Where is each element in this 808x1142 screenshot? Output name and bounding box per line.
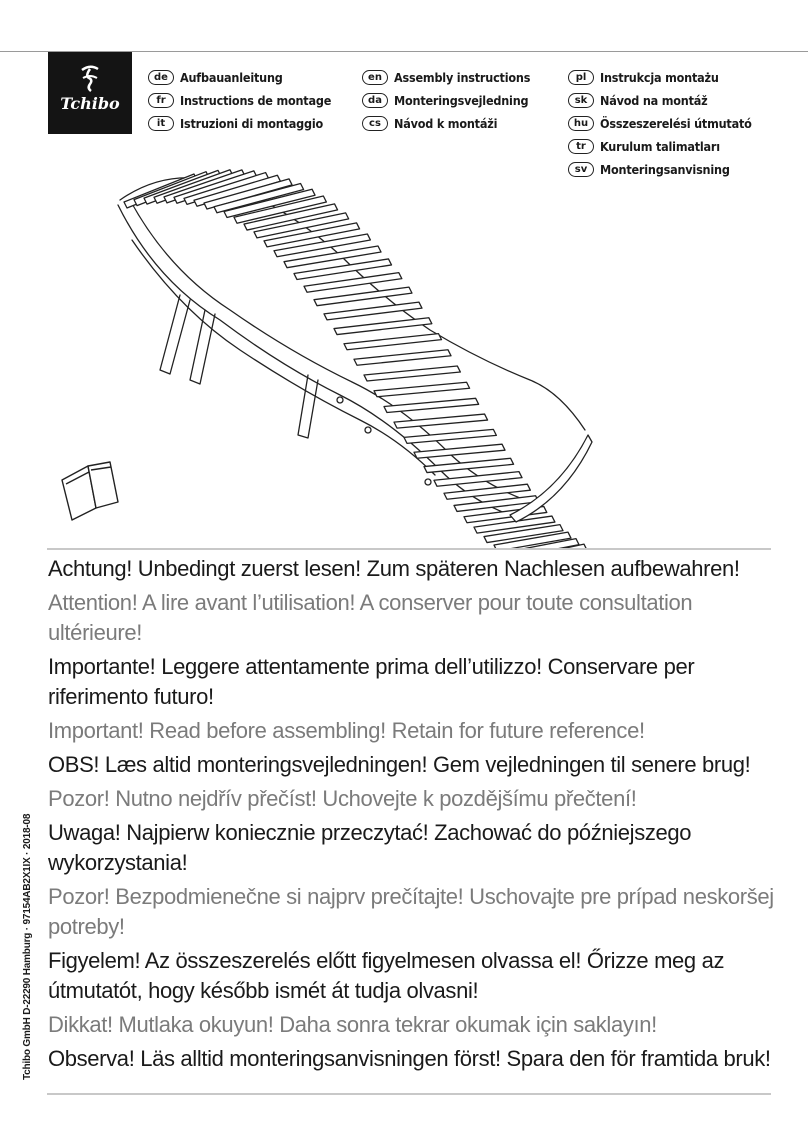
- warning-sv: Observa! Läs alltid monteringsanvisningen först! Spara den för framtida bruk!: [48, 1046, 771, 1071]
- language-row: [568, 66, 752, 89]
- brand-logo: [48, 52, 132, 134]
- warning-sk: Pozor! Bezpodmienečne si najprv prečítajte! Uschovajte pre prípad neskoršej potreby!: [48, 884, 774, 939]
- slat: [404, 429, 496, 443]
- slat: [324, 302, 422, 320]
- warning-cs: Pozor! Nutno nejdřív přečíst! Uchovejte k pozdějšímu přečtení!: [48, 786, 637, 811]
- language-title: Instrukcja montażu: [600, 70, 719, 85]
- slat: [374, 382, 470, 397]
- warning-en: Important! Read before assembling! Retain for future reference!: [48, 718, 645, 743]
- language-code-badge: da: [362, 93, 388, 108]
- warning-de: Achtung! Unbedingt zuerst lesen! Zum späteren Nachlesen aufbewahren!: [48, 556, 740, 581]
- warning-tr: Dikkat! Mutlaka okuyun! Daha sonra tekrar okumak için saklayın!: [48, 1012, 657, 1037]
- language-title: Összeszerelési útmutató: [600, 116, 752, 131]
- open-book-icon: [58, 460, 122, 522]
- slat: [384, 398, 479, 412]
- slat: [354, 350, 451, 365]
- language-row: [568, 89, 752, 112]
- language-code-badge: fr: [148, 93, 174, 108]
- warning-da: OBS! Læs altid monteringsvejledningen! Gem vejledningen til senere brug!: [48, 752, 751, 777]
- warning-it: Importante! Leggere attentamente prima dell’utilizzo! Conservare per riferimento futuro!: [48, 654, 695, 709]
- read-first-warnings: [48, 554, 778, 1078]
- language-title: Aufbauanleitung: [180, 70, 283, 85]
- slat: [364, 366, 460, 381]
- language-title: Instructions de montage: [180, 93, 332, 108]
- warning-fr: Attention! A lire avant l’utilisation! A conserver pour toute consultation ultérieure!: [48, 590, 693, 645]
- language-code-badge: sv: [568, 162, 594, 177]
- language-title: Assembly instructions: [394, 70, 531, 85]
- language-code-badge: hu: [568, 116, 594, 131]
- language-row: [148, 66, 331, 89]
- language-code-badge: it: [148, 116, 174, 131]
- language-title: Istruzioni di montaggio: [180, 116, 324, 131]
- slat: [314, 287, 412, 306]
- language-code-badge: sk: [568, 93, 594, 108]
- language-row: [148, 89, 331, 112]
- section-divider: [47, 548, 771, 550]
- slat: [434, 472, 522, 487]
- language-code-badge: tr: [568, 139, 594, 154]
- language-column-1: [148, 66, 331, 135]
- slat: [334, 318, 432, 335]
- language-title: Návod k montáži: [394, 116, 498, 131]
- language-column-2: [362, 66, 530, 135]
- language-title: Kurulum talimatları: [600, 139, 720, 154]
- footer-divider: [47, 1093, 771, 1095]
- language-code-badge: en: [362, 70, 388, 85]
- language-title: Monteringsvejledning: [394, 93, 529, 108]
- sun-lounger-illustration: [40, 130, 620, 550]
- slats: [124, 170, 587, 550]
- slat: [414, 444, 505, 458]
- slat: [344, 334, 441, 350]
- language-code-badge: cs: [362, 116, 388, 131]
- language-row: [362, 66, 530, 89]
- company-imprint: Tchibo GmbH D-22290 Hamburg · 97154AB2X1IX · 2018-08: [22, 813, 33, 1080]
- coffee-bean-logo-icon: [78, 64, 102, 92]
- language-row: [362, 89, 530, 112]
- brand-name: Tchibo: [60, 94, 120, 113]
- warning-hu: Figyelem! Az összeszerelés előtt figyelmesen olvassa el! Őrizze meg az útmutatót, hogy később ismét át tudja olvasni!: [48, 948, 725, 1003]
- warning-pl: Uwaga! Najpierw koniecznie przeczytać! Zachować do późniejszego wykorzystania!: [48, 820, 692, 875]
- language-code-badge: pl: [568, 70, 594, 85]
- language-code-badge: de: [148, 70, 174, 85]
- language-title: Návod na montáž: [600, 93, 708, 108]
- language-title: Monteringsanvisning: [600, 162, 730, 177]
